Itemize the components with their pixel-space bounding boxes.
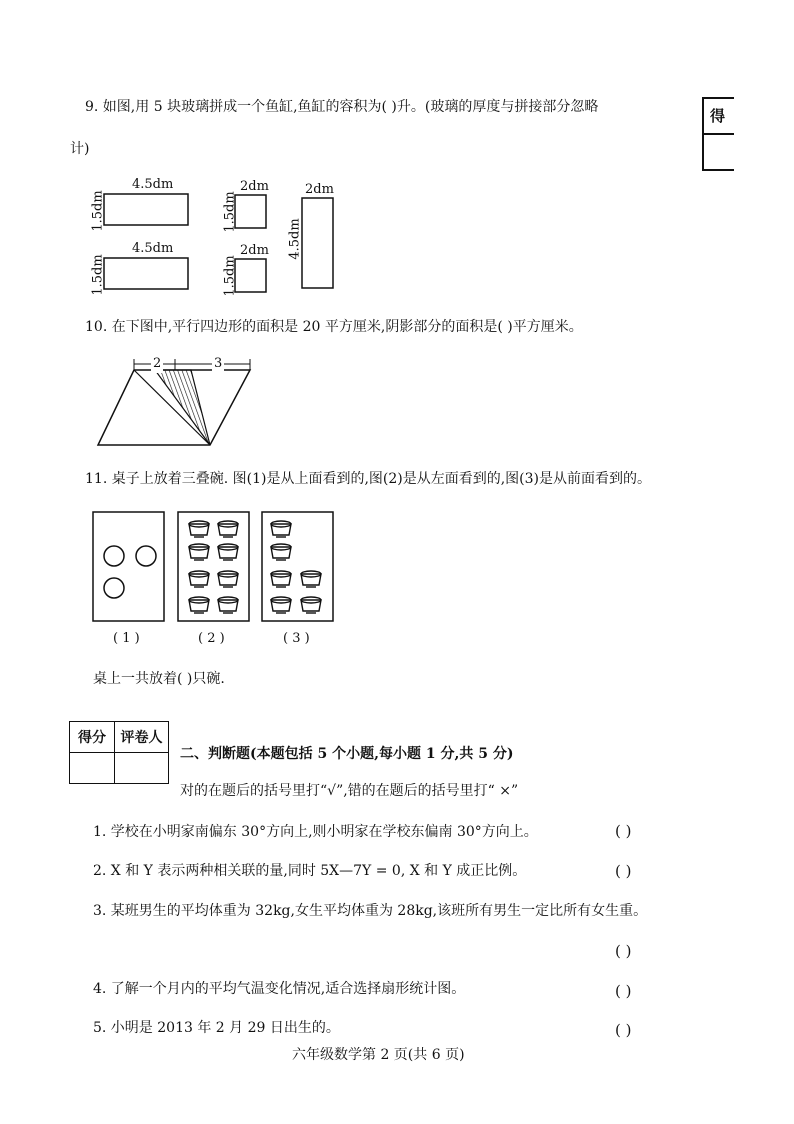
bowl-icons: [189, 521, 321, 613]
bowl-side-icon: [271, 544, 291, 560]
bowl-side-icon: [189, 544, 209, 560]
q10-seg2: 3: [214, 356, 223, 371]
score-cell[interactable]: [70, 753, 115, 784]
bowl-side-icon: [271, 521, 291, 537]
q9-label-tall-h: 4.5dm: [287, 218, 303, 260]
q9-text: 9. 如图,用 5 块玻璃拼成一个鱼缸,鱼缸的容积为( )升。(玻璃的厚度与拼接部分忽略: [85, 99, 599, 115]
judge-paren-2[interactable]: ( ): [615, 862, 632, 880]
grader-header: 评卷人: [115, 722, 169, 753]
corner-score-label: 得: [710, 107, 726, 125]
pane-top-left: [104, 194, 188, 225]
bowl-side-icon: [189, 521, 209, 537]
q11-caption-2: ( 2 ): [198, 631, 225, 646]
pane-bot-left: [104, 258, 188, 289]
q9-label-tall-w: 2dm: [305, 182, 334, 197]
bowl-side-icon: [271, 597, 291, 613]
q9-label-bl-len: 4.5dm: [132, 241, 174, 256]
bowl-side-icon: [189, 597, 209, 613]
bowl-side-icon: [189, 571, 209, 587]
judge-paren-1[interactable]: ( ): [615, 822, 632, 840]
bowl-top-2: [136, 546, 156, 566]
section2-instruction: 对的在题后的括号里打“√”,错的在题后的括号里打“ ×”: [180, 783, 519, 799]
bowl-top-1: [104, 546, 124, 566]
q11-caption-3: ( 3 ): [283, 631, 310, 646]
bowl-side-icon: [271, 571, 291, 587]
q9-label-bl-h: 1.5dm: [90, 254, 106, 296]
q9-label-tm-h: 1.5dm: [222, 191, 238, 233]
score-header: 得分: [70, 722, 115, 753]
q11-caption-1: ( 1 ): [113, 631, 140, 646]
q9-label-bm-h: 1.5dm: [222, 255, 238, 297]
grader-cell[interactable]: [115, 753, 169, 784]
q9-label-tl-h: 1.5dm: [90, 190, 106, 232]
page-footer: 六年级数学第 2 页(共 6 页): [292, 1047, 465, 1063]
q9-label-tm-len: 2dm: [240, 179, 269, 194]
view-frame-2: [178, 512, 249, 621]
score-table: [69, 721, 169, 785]
q9-label-bm-len: 2dm: [240, 243, 269, 258]
q9-text-cont: 计): [70, 141, 90, 157]
q11-text: 11. 桌子上放着三叠碗. 图(1)是从上面看到的,图(2)是从左面看到的,图(3)是从前面看到的。: [85, 471, 652, 487]
bowl-side-icon: [218, 544, 238, 560]
judge-item-4: 4. 了解一个月内的平均气温变化情况,适合选择扇形统计图。: [93, 981, 466, 997]
bowl-top-3: [104, 578, 124, 598]
judge-paren-3[interactable]: ( ): [615, 942, 632, 960]
view-frame-3: [262, 512, 333, 621]
judge-paren-5[interactable]: ( ): [615, 1021, 632, 1039]
q10-seg1: 2: [153, 356, 162, 371]
q9-label-tl-len: 4.5dm: [132, 177, 174, 192]
judge-paren-4[interactable]: ( ): [615, 982, 632, 1000]
judge-item-5: 5. 小明是 2013 年 2 月 29 日出生的。: [93, 1020, 340, 1036]
shaded-triangle: [155, 370, 210, 445]
judge-item-3: 3. 某班男生的平均体重为 32kg,女生平均体重为 28kg,该班所有男生一定比所有女生重。: [93, 903, 648, 919]
section2-title: 二、判断题(本题包括 5 个小题,每小题 1 分,共 5 分): [180, 746, 514, 762]
judge-item-1: 1. 学校在小明家南偏东 30°方向上,则小明家在学校东偏南 30°方向上。: [93, 824, 538, 840]
q11-answer-line: 桌上一共放着( )只碗.: [93, 671, 225, 687]
bowl-side-icon: [218, 597, 238, 613]
view-frame-1: [93, 512, 164, 621]
bowl-side-icon: [218, 571, 238, 587]
pane-tall: [302, 198, 333, 288]
bowl-side-icon: [301, 571, 321, 587]
bowl-side-icon: [218, 521, 238, 537]
bowl-side-icon: [301, 597, 321, 613]
q10-text: 10. 在下图中,平行四边形的面积是 20 平方厘米,阴影部分的面积是( )平方厘米。: [85, 319, 583, 335]
judge-item-2: 2. X 和 Y 表示两种相关联的量,同时 5X—7Y = 0, X 和 Y 成正比例。: [93, 863, 527, 879]
